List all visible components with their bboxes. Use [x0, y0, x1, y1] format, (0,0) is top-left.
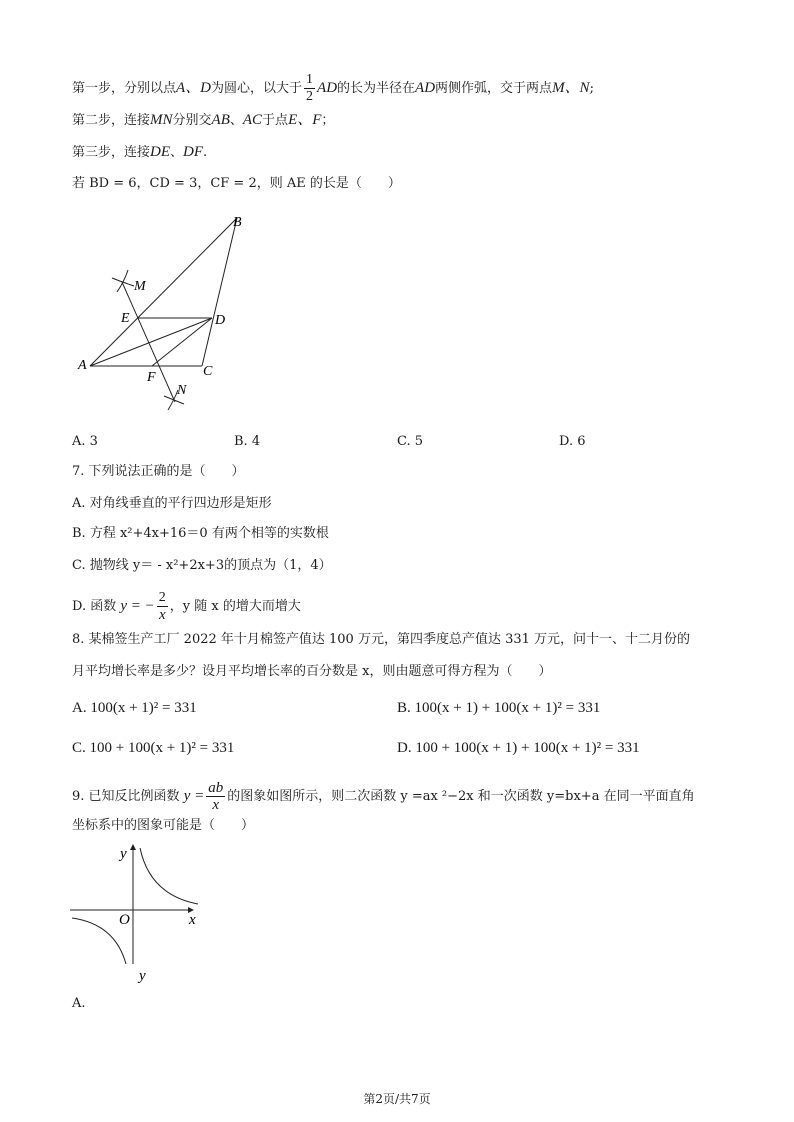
page-footer: 第2页/共7页 — [363, 1092, 431, 1106]
geometry-figure-1 — [72, 210, 272, 415]
fraction-2-over-x: $\frac{2}{x}$ — [158, 590, 166, 623]
q7-option-c: C. 抛物线 y＝ - x²+2x+3的顶点为（1，4） — [72, 558, 332, 573]
q8-stem-line1: 8. 某棉签生产工厂 2022 年十月棉签产值达 100 万元，第四季度总产值达 331 万元，问十一、十二月份的 — [72, 632, 691, 647]
label-B: B — [233, 215, 242, 230]
label-A: A — [78, 358, 87, 373]
segment-AD — [90, 318, 212, 366]
fraction-ab-over-x: $\frac{ab}{x}$ — [208, 780, 224, 813]
y-axis-arrow — [130, 844, 136, 850]
q8-option-a: A. 100(x + 1)² = 331 — [72, 700, 197, 716]
q6-choice-d: D. 6 — [559, 434, 586, 449]
step3-text: 第三步，连接DE、DF. — [72, 144, 208, 160]
label-y-axis: y — [120, 846, 127, 862]
q6-choice-a: A. 3 — [72, 434, 98, 449]
q8-stem-line2: 月平均增长率是多少？设月平均增长率的百分数是 x，则由题意可得方程为（ ） — [72, 664, 552, 679]
label-y-below: y — [139, 968, 146, 984]
step2-text: 第二步，连接MN分别交AB、AC于点E、F； — [72, 112, 335, 128]
q7-option-d: D. 函数 y = − $\frac{2}{x}$ ，y 随 x 的增大而增大 — [72, 590, 301, 623]
segment-BC — [202, 218, 237, 366]
label-x-axis: x — [189, 912, 196, 928]
q6-choice-c: C. 5 — [397, 434, 424, 449]
label-C: C — [203, 364, 213, 379]
q7-option-b: B. 方程 x²+4x+16＝0 有两个相等的实数根 — [72, 526, 329, 541]
q6-choice-b: B. 4 — [234, 434, 261, 449]
q7-option-a: A. 对角线垂直的平行四边形是矩形 — [72, 496, 272, 511]
segment-DF — [152, 318, 212, 366]
q7-stem: 7. 下列说法正确的是（ ） — [72, 464, 245, 479]
q8-option-b: B. 100(x + 1) + 100(x + 1)² = 331 — [397, 700, 601, 716]
hyperbola-graph — [70, 840, 210, 985]
q9-stem-line2: 坐标系中的图象可能是（ ） — [72, 818, 255, 833]
label-M: M — [134, 279, 146, 294]
q9-stem-line1: 9. 已知反比例函数 y = $\frac{ab}{x}$ 的图象如图所示，则二次函数 y =ax ²−2x 和一次函数 y=bx+a 在同一平面直角 — [72, 780, 695, 813]
hyperbola-branch-q3 — [72, 918, 126, 964]
label-D: D — [215, 313, 226, 328]
q8-option-d: D. 100 + 100(x + 1) + 100(x + 1)² = 331 — [397, 740, 640, 756]
label-origin: O — [119, 912, 130, 928]
hyperbola-branch-q1 — [140, 848, 198, 904]
segment-AB — [90, 218, 237, 366]
step1-text: 第一步，分别以点A、D为圆心，以大于 $\frac{1}{2}$ AD的长为半径在AD两侧作弧，交于两点M、N; — [72, 72, 594, 104]
fraction-half: $\frac{1}{2}$ — [306, 72, 314, 104]
label-N: N — [177, 383, 187, 398]
label-E: E — [121, 311, 130, 326]
q6-condition: 若 BD = 6，CD = 3，CF = 2，则 AE 的长是（ ） — [72, 176, 401, 191]
label-F: F — [147, 370, 156, 385]
q8-option-c: C. 100 + 100(x + 1)² = 331 — [72, 740, 235, 756]
q9-option-a-label: A. — [72, 996, 86, 1011]
